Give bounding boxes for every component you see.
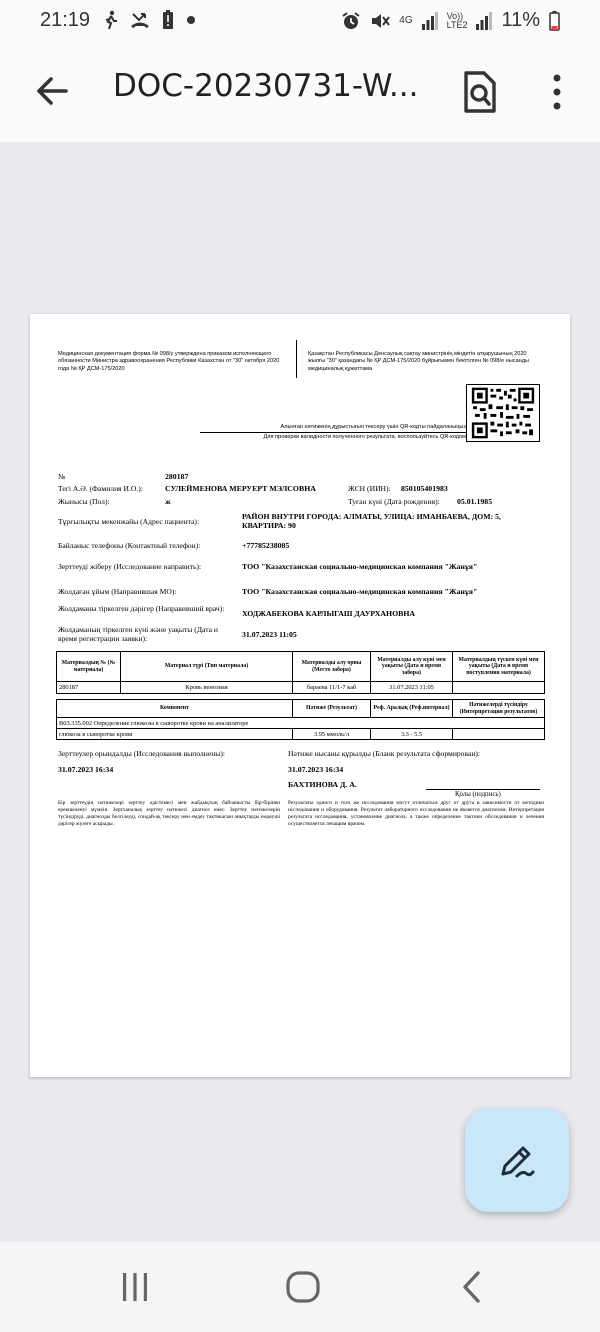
document-search-icon[interactable] xyxy=(460,70,500,114)
performed-label: Зерттеулер орындалды (Исследования выполнены): xyxy=(58,749,226,758)
address-value: РАЙОН ВНУТРИ ГОРОДА: АЛМАТЫ, УЛИЦА: ИМАНБАЕВА, ДОМ: 5, КВАРТИРА: 90 xyxy=(242,512,501,530)
header-divider xyxy=(296,340,297,378)
document-title: DOC-20230731-W... xyxy=(113,68,419,104)
dob-label: Туған күні (Дата рождения): xyxy=(348,497,440,506)
material-header-number: Материалдың № (№ материала) xyxy=(57,652,121,682)
pdf-page xyxy=(30,314,570,1077)
material-table xyxy=(56,651,545,694)
result-section-title: B03.335.002 Определение глюкозы в сыворотке крови на анализаторе xyxy=(57,718,545,729)
material-header-place: Материалды алу орны (Место забора) xyxy=(293,652,371,682)
mute-icon xyxy=(370,11,390,31)
header-left: Медицинская документация форма № 098/у утверждена приказом исполняющего обязанности Министра здравоохранения Республики Казахстан от "30" октября 2020 года № ҚР ДСМ-175/2020 xyxy=(58,351,280,372)
result-header-result: Нәтиже (Результат) xyxy=(293,700,371,718)
research-value: ТОО "Казахстанская социально-медицинская компания "Жанұя" xyxy=(242,562,478,571)
home-icon[interactable] xyxy=(285,1270,321,1304)
recent-apps-icon[interactable] xyxy=(118,1270,152,1304)
app-bar xyxy=(0,42,600,142)
back-arrow-icon[interactable] xyxy=(32,70,74,112)
material-cell-received xyxy=(453,682,545,694)
network-type: 4G xyxy=(399,14,413,26)
back-nav-icon[interactable] xyxy=(458,1270,486,1304)
document-viewer[interactable] xyxy=(0,142,600,1242)
volte-label: Vo)) LTE2 xyxy=(446,10,468,30)
name-label: Тегі А.Ә. (Фамилия И.О.): xyxy=(58,484,143,493)
system-nav-bar xyxy=(0,1242,600,1332)
walking-icon xyxy=(104,10,118,30)
doctor-label: Жолдаманы тіркелген дәрігер (Направивший врач): xyxy=(58,604,225,613)
edit-fab-button[interactable] xyxy=(465,1108,569,1212)
qr-code-icon xyxy=(466,384,540,442)
disclaimer-ru: Результаты одного и того же исследования могут отличаться друг от друга в зависимости от методики исследования и оборудования. Результат лабораторного исследования не является диагнозом. Интерпретация результата исследования, установление диагноза, а также определение тактики обследования и лечения осуществляется лечащим врачом. xyxy=(288,800,544,828)
material-header-received: Материалдың түскен күні мен уақыты (Дата и время поступления материала) xyxy=(453,652,545,682)
num-value: 280187 xyxy=(165,472,189,481)
phone-value: +77785238085 xyxy=(242,541,290,550)
status-bar xyxy=(0,0,600,42)
material-cell-type: Кровь венозная xyxy=(121,682,293,694)
missed-call-icon xyxy=(130,10,150,30)
formed-value: 31.07.2023 16:34 xyxy=(288,765,344,774)
alarm-icon xyxy=(341,11,361,31)
reg-value: 31.07.2023 11:05 xyxy=(242,630,297,639)
alert-battery-icon xyxy=(162,10,174,30)
mo-label: Жолдаған ұйым (Направившая МО): xyxy=(58,587,177,596)
formed-by: БАХТИНОВА Д. А. xyxy=(288,780,357,789)
signature-label: Қолы (подпись) xyxy=(455,791,501,798)
result-header-reference: Реф. Аралық (Реф.интервал) xyxy=(371,700,453,718)
header-right: Қазақстан Республикасы Денсаулық сақтау министрінің міндетін атқарушының 2020 жылғы "30" қазандағы № ҚР ДСМ-175/2020 бұйрығымен бекітілген № 098/е нысанды медициналық құжаттама xyxy=(308,351,530,372)
performed-value: 31.07.2023 16:34 xyxy=(58,765,114,774)
notification-dot-icon xyxy=(186,15,196,25)
sex-label: Жынысы (Пол): xyxy=(58,497,110,506)
battery-percent: 11% xyxy=(501,9,540,31)
formed-label: Нәтиже нысаны құрылды (Бланк результата сформирован): xyxy=(288,749,481,758)
status-left-icons xyxy=(104,10,196,30)
material-header-date: Материалды алу күні мен уақыты (Дата и время забора) xyxy=(371,652,453,682)
num-label: № xyxy=(58,472,66,481)
qr-note-line xyxy=(200,432,466,433)
name-value: СУЛЕЙМЕНОВА МЕРУЕРТ МЭЛСОВНА xyxy=(165,484,316,493)
material-cell-date: 31.07.2023 11:05 xyxy=(371,682,453,694)
material-cell-number: 280187 xyxy=(57,682,121,694)
signal-2-icon xyxy=(476,12,492,30)
result-cell-interpretation xyxy=(453,729,545,740)
qr-note-ru: Для проверки валидности полученного результата, воспользуйтесь QR-кодом xyxy=(263,434,466,440)
research-label: Зерттеуді жіберу (Исследование направить): xyxy=(58,562,202,571)
result-header-interpretation: Нәтижелерді түсіндіру (Интерпретация результатов) xyxy=(453,700,545,718)
reg-label: Жолдаманың тіркелген күні және уақыты (Дата и время регистрации заявки): xyxy=(58,625,218,643)
status-right-icons xyxy=(341,9,560,32)
signal-1-icon xyxy=(422,12,438,30)
iin-value: 850105401983 xyxy=(401,484,448,493)
result-cell-component: глюкоза в сыворотке крови xyxy=(57,729,293,740)
result-cell-value: 3.95 ммоль/л xyxy=(293,729,371,740)
mo-value: ТОО "Казахстанская социально-медицинская компания "Жанұя" xyxy=(242,587,478,596)
result-table xyxy=(56,699,545,740)
qr-note-kz: Алынған нәтиженің дұрыстығын тексеру үшін QR-кодты пайдаланыңыз xyxy=(280,424,466,430)
iin-label: ЖСН (ИИН): xyxy=(348,484,391,493)
signature-line xyxy=(426,789,540,790)
dob-value: 05.01.1985 xyxy=(457,497,493,506)
address-label: Тұрғылықты мекенжайы (Адрес пациента): xyxy=(58,517,200,526)
material-header-type: Материал түрі (Тип материала) xyxy=(121,652,293,682)
doctor-value: ХОДЖАБЕКОВА КАРЛЫГАШ ДАУРХАНОВНА xyxy=(242,609,416,618)
lab-result-document xyxy=(30,314,570,1077)
status-time: 21:19 xyxy=(40,9,91,31)
material-cell-place: бараева 11/1-7 каб xyxy=(293,682,371,694)
result-cell-reference: 3.3 - 5.5 xyxy=(371,729,453,740)
sex-value: ж xyxy=(165,497,171,506)
battery-icon xyxy=(549,11,560,31)
phone-label: Байланыс телефоны (Контактный телефон): xyxy=(58,541,201,550)
disclaimer-kz: Бір зерттеудің нәтижелері зерттеу әдістемесі мен жабдықтың байланысты бір-бірінен ерекшеленуі мүмкін. Зертханалық зерттеу нәтижесі диагноз емес. Зерттеу нәтижелерін түсіндіруді, диагнозды белгілеуді, сондай-ақ тексеру мен емдеу тактикасын анықтауды емдеуші дәрігер жүзеге асырады. xyxy=(58,800,280,828)
result-header-component: Компонент xyxy=(57,700,293,718)
edit-pen-icon xyxy=(497,1140,537,1180)
more-options-icon[interactable] xyxy=(543,70,571,114)
